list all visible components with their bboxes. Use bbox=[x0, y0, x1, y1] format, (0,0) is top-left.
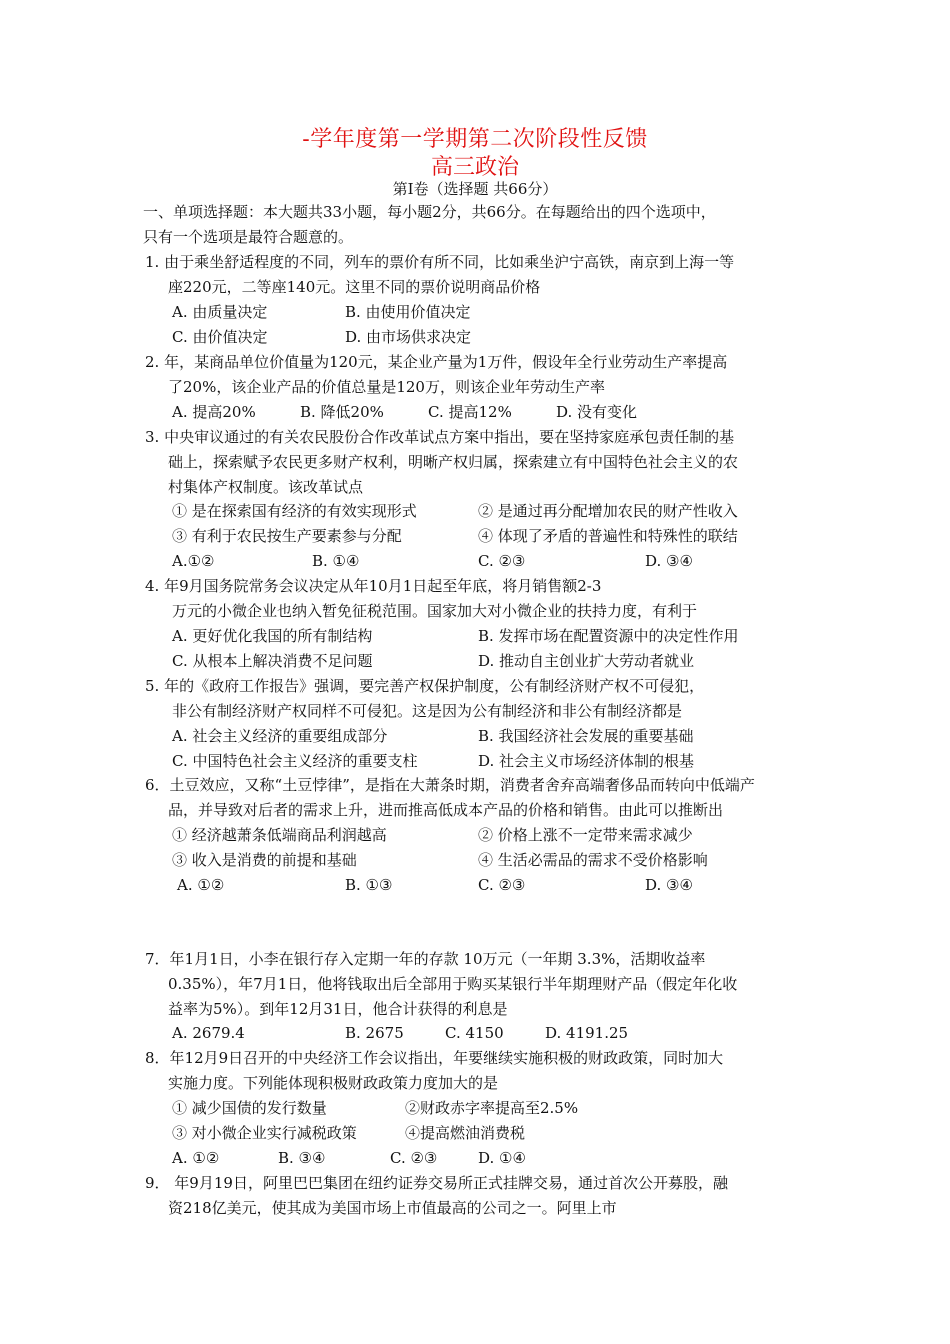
question-1-option-d: D. 由市场供求决定 bbox=[345, 328, 472, 346]
question-7-option-a: A. 2679.4 bbox=[172, 1024, 245, 1042]
question-7-text: 0.35%），年7月1日，他将钱取出后全部用于购买某银行半年期理财产品（假定年化收 bbox=[168, 975, 738, 993]
question-2-text: 了20%，该企业产品的价值总量是120万，则该企业年劳动生产率 bbox=[168, 378, 605, 396]
question-3-item-2: ② 是通过再分配增加农民的财产性收入 bbox=[478, 502, 738, 520]
question-3-item-3: ③ 有利于农民按生产要素参与分配 bbox=[172, 527, 402, 545]
question-3-option-b: B. ①④ bbox=[312, 552, 360, 570]
question-7-option-c: C. 4150 bbox=[445, 1024, 504, 1042]
question-3-option-a: A.①② bbox=[172, 552, 215, 570]
question-8-option-b: B. ③④ bbox=[278, 1149, 326, 1167]
question-5-option-b: B. 我国经济社会发展的重要基础 bbox=[478, 727, 694, 745]
question-4-option-c: C. 从根本上解决消费不足问题 bbox=[172, 652, 373, 670]
question-6-item-4: ④ 生活必需品的需求不受价格影响 bbox=[478, 851, 708, 869]
question-6-option-a: A. ①② bbox=[177, 876, 225, 894]
question-1-option-b: B. 由使用价值决定 bbox=[345, 303, 471, 321]
question-3-option-c: C. ②③ bbox=[478, 552, 526, 570]
question-8-option-d: D. ①④ bbox=[478, 1149, 526, 1167]
section-heading: 第Ⅰ卷（选择题 共66分） bbox=[392, 180, 558, 198]
question-7-option-b: B. 2675 bbox=[345, 1024, 404, 1042]
question-5-text: 非公有制经济财产权同样不可侵犯。这是因为公有制经济和非公有制经济都是 bbox=[172, 702, 683, 720]
question-6-text: 6．土豆效应，又称“土豆悖律”，是指在大萧条时期，消费者舍弃高端奢侈品而转向中低端产 bbox=[145, 776, 755, 794]
question-4-text: 4. 年9月国务院常务会议决定从年10月1日起至年底，将月销售额2-3 bbox=[145, 577, 602, 595]
question-6-item-1: ① 经济越萧条低端商品利润越高 bbox=[172, 826, 387, 844]
question-2-text: 2. 年，某商品单位价值量为120元，某企业产量为1万件，假设年全行业劳动生产率提高 bbox=[145, 353, 728, 371]
question-7-text: 益率为5%）。到年12月31日，他合计获得的利息是 bbox=[168, 1000, 508, 1018]
question-6-item-2: ② 价格上涨不一定带来需求减少 bbox=[478, 826, 693, 844]
question-8-option-a: A. ①② bbox=[172, 1149, 220, 1167]
question-8-item-4: ④提高燃油消费税 bbox=[405, 1124, 526, 1142]
question-4-option-b: B. 发挥市场在配置资源中的决定性作用 bbox=[478, 627, 739, 645]
question-4-option-d: D. 推动自主创业扩大劳动者就业 bbox=[478, 652, 695, 670]
question-1-option-c: C. 由价值决定 bbox=[172, 328, 268, 346]
question-1-text: 1. 由于乘坐舒适程度的不同，列车的票价有所不同，比如乘坐沪宁高铁，南京到上海一等 bbox=[145, 253, 735, 271]
question-2-option-a: A. 提高20% bbox=[172, 403, 256, 421]
question-2-option-b: B. 降低20% bbox=[300, 403, 384, 421]
question-8-item-3: ③ 对小微企业实行减税政策 bbox=[172, 1124, 357, 1142]
question-6-option-c: C. ②③ bbox=[478, 876, 526, 894]
question-3-text: 3. 中央审议通过的有关农民股份合作改革试点方案中指出，要在坚持家庭承包责任制的基 bbox=[145, 428, 735, 446]
question-8-option-c: C. ②③ bbox=[390, 1149, 438, 1167]
instructions-line: 只有一个选项是最符合题意的。 bbox=[143, 228, 354, 246]
question-7-text: 7．年1月1日，小李在银行存入定期一年的存款 10万元（一年期 3.3%，活期收益率 bbox=[145, 950, 706, 968]
question-6-item-3: ③ 收入是消费的前提和基础 bbox=[172, 851, 357, 869]
question-8-item-2: ②财政赤字率提高至2.5% bbox=[405, 1099, 579, 1117]
question-8-text: 8．年12月9日召开的中央经济工作会议指出，年要继续实施积极的财政政策，同时加大 bbox=[145, 1049, 724, 1067]
question-5-option-c: C. 中国特色社会主义经济的重要支柱 bbox=[172, 752, 418, 770]
question-3-item-1: ① 是在探索国有经济的有效实现形式 bbox=[172, 502, 417, 520]
question-6-option-b: B. ①③ bbox=[345, 876, 393, 894]
question-1-option-a: A. 由质量决定 bbox=[172, 303, 268, 321]
question-3-option-d: D. ③④ bbox=[645, 552, 693, 570]
question-4-text: 万元的小微企业也纳入暂免征税范围。国家加大对小微企业的扶持力度，有利于 bbox=[172, 602, 698, 620]
question-7-option-d: D. 4191.25 bbox=[545, 1024, 629, 1042]
question-9-text: 资218亿美元，使其成为美国市场上市值最高的公司之一。阿里上市 bbox=[168, 1199, 617, 1217]
question-5-option-a: A. 社会主义经济的重要组成部分 bbox=[172, 727, 388, 745]
question-5-option-d: D. 社会主义市场经济体制的根基 bbox=[478, 752, 695, 770]
question-2-option-c: C. 提高12% bbox=[428, 403, 512, 421]
question-9-text: 9． 年9月19日，阿里巴巴集团在纽约证券交易所正式挂牌交易，通过首次公开募股，融 bbox=[145, 1174, 728, 1192]
question-5-text: 5. 年的《政府工作报告》强调，要完善产权保护制度，公有制经济财产权不可侵犯， bbox=[145, 677, 705, 695]
exam-title: -学年度第一学期第二次阶段性反馈 bbox=[302, 127, 648, 152]
question-3-text: 村集体产权制度。该改革试点 bbox=[168, 478, 364, 496]
question-2-option-d: D. 没有变化 bbox=[556, 403, 638, 421]
question-3-text: 础上，探索赋予农民更多财产权利，明晰产权归属，探索建立有中国特色社会主义的农 bbox=[168, 453, 739, 471]
question-3-item-4: ④ 体现了矛盾的普遍性和特殊性的联结 bbox=[478, 527, 738, 545]
question-6-option-d: D. ③④ bbox=[645, 876, 693, 894]
instructions-line: 一、单项选择题：本大题共33小题，每小题2分，共66分。在每题给出的四个选项中， bbox=[143, 203, 716, 221]
question-6-text: 品，并导致对后者的需求上升，进而推高低成本产品的价格和销售。由此可以推断出 bbox=[168, 801, 724, 819]
question-1-text: 座220元，二等座140元。这里不同的票价说明商品价格 bbox=[168, 278, 541, 296]
question-8-item-1: ① 减少国债的发行数量 bbox=[172, 1099, 327, 1117]
exam-subject: 高三政治 bbox=[430, 155, 519, 180]
question-4-option-a: A. 更好优化我国的所有制结构 bbox=[172, 627, 373, 645]
question-8-text: 实施力度。下列能体现积极财政政策力度加大的是 bbox=[168, 1074, 499, 1092]
